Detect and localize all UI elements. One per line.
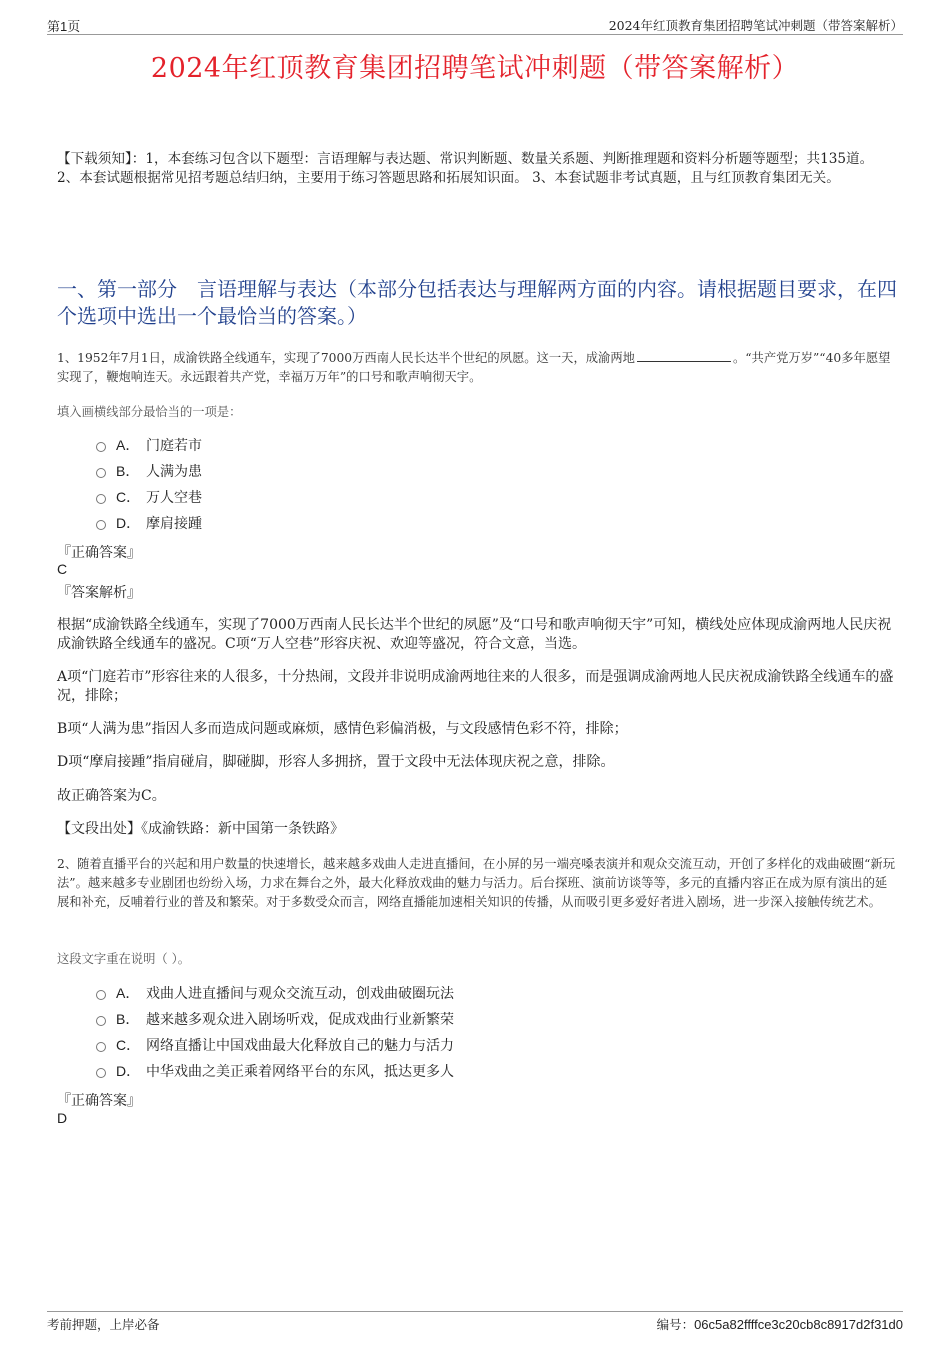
q1-options — [96, 432, 202, 536]
page-footer — [47, 1311, 903, 1332]
q1-analysis-1: 根据“成渝铁路全线通车，实现了7000万西南人民长达半个世纪的夙愿”及“口号和歌声响彻天宇”可知，横线处应体现成渝两地人民庆祝成渝铁路全线通车的盛况。C项“万人空巷”形容庆祝、欢迎等盛况，符合文意，当选。 — [57, 617, 892, 652]
download-notice: 【下载须知】：1，本套练习包含以下题型：言语理解与表达题、常识判断题、数量关系题、判断推理题和资料分析题等题型；共135道。 2、本套试题根据常见招考题总结归纳，主要用于练习答题思路和拓展知识面。 3、本套试题非考试真题，且与红顶教育集团无关。 — [57, 151, 874, 186]
q2-options — [96, 980, 454, 1084]
q2-answer: D — [57, 1110, 68, 1126]
q1-option-b[interactable]: B． 人满为患 — [96, 458, 202, 484]
q1-analysis-5: 故正确答案为C。 — [57, 788, 166, 804]
radio-icon[interactable] — [96, 442, 106, 452]
q1-blank — [637, 350, 731, 362]
q1-analysis-2: A项“门庭若市”形容往来的人很多，十分热闹，文段并非说明成渝两地往来的人很多，而是强调成渝两地人民庆祝成渝铁路全线通车的盛况，排除； — [57, 669, 894, 704]
radio-icon[interactable] — [96, 494, 106, 504]
page-number: 第1页 — [47, 19, 81, 34]
q1-option-a[interactable]: A． 门庭若市 — [96, 432, 202, 458]
q2-answer-label: 『正确答案』 — [57, 1093, 141, 1109]
q1-answer: C — [57, 561, 68, 577]
radio-icon[interactable] — [96, 990, 106, 1000]
q1-stem — [57, 349, 899, 387]
q2-option-a[interactable]: A． 戏曲人进直播间与观众交流互动，创戏曲破圈玩法 — [96, 980, 454, 1006]
q1-source: 【文段出处】《成渝铁路：新中国第一条铁路》 — [57, 821, 344, 837]
q1-prompt: 填入画横线部分最恰当的一项是： — [57, 405, 242, 419]
header-doc-title: 2024年红顶教育集团招聘笔试冲刺题（带答案解析） — [608, 18, 903, 33]
q2-stem: 2、随着直播平台的兴起和用户数量的快速增长，越来越多戏曲人走进直播间，在小屏的另一端亮嗓表演并和观众交流互动，开创了多样化的戏曲破圈“新玩法”。越来越多专业剧团也纷纷入场，力求在舞台之外，最大化释放戏曲的魅力与活力。后台探班、演前访谈等等，多元的直播内容正在成为原有演出的延展和补充，反哺着行业的普及和繁荣。对于多数受众而言，网络直播能加速相关知识的传播，从而吸引更多爱好者进入剧场，进一步深入接触传统艺术。 — [57, 857, 896, 909]
q2-option-d[interactable]: D． 中华戏曲之美正乘着网络平台的东风，抵达更多人 — [96, 1058, 454, 1084]
q1-stem-part-b: 。“共产党万岁”“40多年愿望实现了，鞭炮响连天。永远跟着共产党，幸福万万年”的口号和歌声响彻天宇。 — [57, 351, 891, 384]
q2-option-c[interactable]: C． 网络直播让中国戏曲最大化释放自己的魅力与活力 — [96, 1032, 454, 1058]
radio-icon[interactable] — [96, 520, 106, 530]
q1-stem-part-a: 1、1952年7月1日，成渝铁路全线通车，实现了7000万西南人民长达半个世纪的夙愿。这一天，成渝两地 — [57, 351, 635, 365]
page-header — [47, 14, 903, 35]
footer-code: 编号：06c5a82ffffce3c20cb8c8917d2f31d0 — [656, 1317, 903, 1332]
q1-answer-label: 『正确答案』 — [57, 545, 141, 561]
footer-slogan: 考前押题，上岸必备 — [47, 1317, 160, 1332]
radio-icon[interactable] — [96, 1042, 106, 1052]
q1-analysis-3: B项“人满为患”指因人多而造成问题或麻烦，感情色彩偏消极，与文段感情色彩不符，排除； — [57, 721, 628, 737]
q1-option-d[interactable]: D． 摩肩接踵 — [96, 510, 202, 536]
document-title: 2024年红顶教育集团招聘笔试冲刺题（带答案解析） — [150, 53, 800, 84]
q2-option-b[interactable]: B． 越来越多观众进入剧场听戏，促成戏曲行业新繁荣 — [96, 1006, 454, 1032]
radio-icon[interactable] — [96, 1068, 106, 1078]
q2-prompt: 这段文字重在说明（ ）。 — [57, 952, 191, 966]
q1-option-c[interactable]: C． 万人空巷 — [96, 484, 202, 510]
radio-icon[interactable] — [96, 1016, 106, 1026]
section-heading: 一、第一部分 言语理解与表达（本部分包括表达与理解两方面的内容。请根据题目要求，在四个选项中选出一个最恰当的答案。） — [57, 277, 897, 328]
q1-analysis-4: D项“摩肩接踵”指肩碰肩，脚碰脚，形容人多拥挤，置于文段中无法体现庆祝之意，排除。 — [57, 754, 615, 770]
radio-icon[interactable] — [96, 468, 106, 478]
q1-analysis-label: 『答案解析』 — [57, 585, 141, 601]
document-code: 06c5a82ffffce3c20cb8c8917d2f31d0 — [694, 1317, 903, 1332]
